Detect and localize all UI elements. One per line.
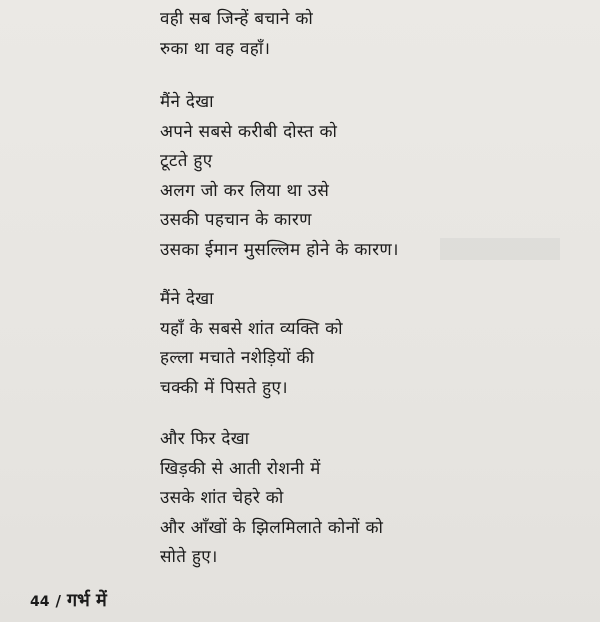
poem-stanza-3 [160, 285, 343, 403]
poem-stanza-4 [160, 425, 383, 573]
poem-line: टूटते हुए [160, 151, 213, 171]
poem-stanza-1 [160, 5, 313, 64]
poem-line: उसके शांत चेहरे को [160, 488, 284, 508]
poem-line: मैंने देखा [160, 289, 214, 309]
page-footer [30, 588, 107, 612]
poem-line: और फिर देखा [160, 429, 250, 449]
poem-line: सोते हुए। [160, 547, 218, 567]
poem-line: रुका था वह वहाँ। [160, 38, 271, 59]
poem-line: और आँखों के झिलमिलाते कोनों को [160, 517, 384, 538]
book-title: गर्भ में [66, 590, 107, 611]
poem-line: उसका ईमान मुसल्लिम होने के कारण। [160, 239, 399, 260]
poem-line: खिड़की से आती रोशनी में [160, 458, 321, 479]
poem-line: चक्की में पिसते हुए। [160, 377, 288, 398]
footer-separator: / [55, 592, 61, 610]
poem-stanza-2 [160, 88, 399, 265]
poem-line: यहाँ के सबसे शांत व्यक्ति को [160, 318, 343, 339]
poem-line: अपने सबसे करीबी दोस्त को [160, 121, 338, 142]
page-number: 44 [30, 594, 50, 610]
poem-line: अलग जो कर लिया था उसे [160, 180, 330, 201]
poem-line: उसकी पहचान के कारण [160, 210, 312, 230]
poem-line: मैंने देखा [160, 92, 214, 112]
bleed-through-mark [440, 238, 560, 260]
poem-line: वही सब जिन्हें बचाने को [160, 9, 314, 29]
poem-line: हल्ला मचाते नशेड़ियों की [160, 348, 315, 368]
